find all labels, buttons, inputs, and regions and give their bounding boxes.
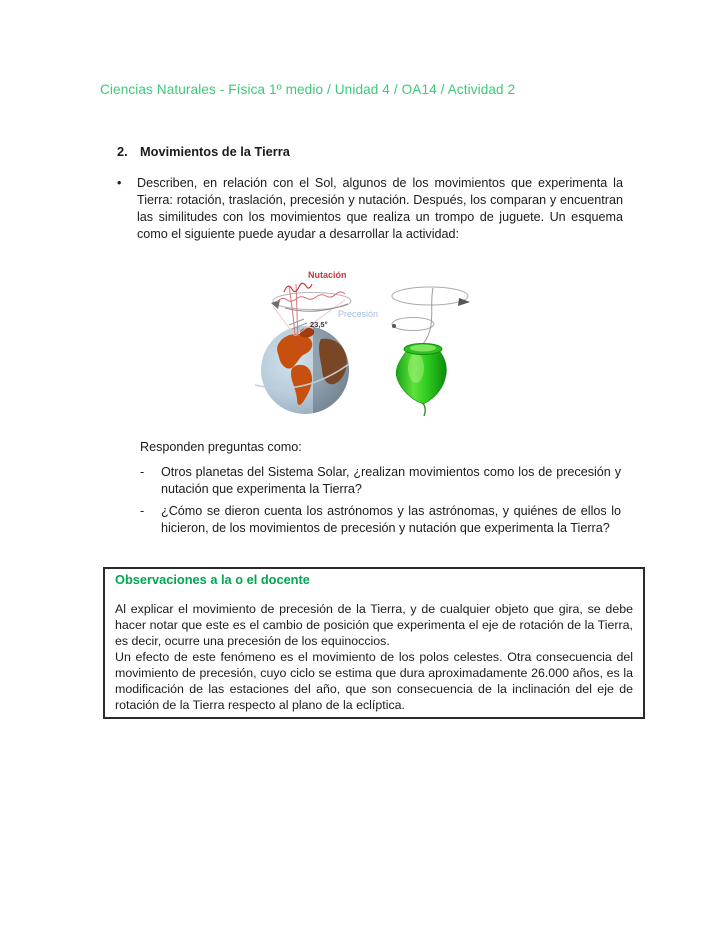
precession-arrow (271, 300, 280, 309)
top-spiral-lower (392, 318, 434, 331)
nutation-wobble (284, 283, 312, 292)
question-text: Otros planetas del Sistema Solar, ¿realizan movimientos como los de precesión y nutación que experimenta la Tierra? (161, 465, 621, 496)
list-item (140, 464, 621, 498)
top-axis (423, 288, 433, 344)
page-title: Ciencias Naturales - Física 1º medio / Unidad 4 / OA14 / Actividad 2 (100, 82, 516, 97)
top-tip (423, 403, 425, 416)
dash-marker: - (140, 465, 145, 479)
earth-globe (255, 322, 357, 420)
nutation-label: Nutación (308, 270, 347, 280)
activity-description (117, 175, 623, 243)
questions-list (140, 464, 621, 542)
questions-intro: Responden preguntas como: (140, 440, 302, 454)
bullet-marker: • (117, 176, 122, 190)
spinning-top (392, 287, 470, 416)
precession-label: Precesión (338, 309, 379, 319)
earth-top-diagram-svg (255, 264, 477, 422)
teacher-observations-box (103, 567, 645, 719)
figure-earth-top-diagram (255, 264, 477, 422)
section-heading (117, 144, 290, 159)
section-number: 2. (117, 144, 128, 159)
activity-description-text: Describen, en relación con el Sol, algunos de los movimientos que experimenta la Tierra: rotación, traslación, precesión y nutación. Después, los comparan y encuentran las similitudes con los movimientos que realiza un trompo de juguete. Un esquema como el siguiente puede ayudar a desarrollar la actividad: (137, 176, 623, 241)
top-highlight (408, 353, 424, 383)
teacher-box-title: Observaciones a la o el docente (115, 572, 310, 587)
top-rim-inner (410, 345, 436, 352)
spiral-arrow (458, 298, 470, 306)
question-text: ¿Cómo se dieron cuenta los astrónomos y las astrónomas, y quiénes de ellos lo hicieron, de los movimientos de precesión y nutación que experimenta la Tierra? (161, 504, 621, 535)
list-item (140, 503, 621, 537)
dash-marker: - (140, 504, 145, 518)
spiral-dot (392, 324, 396, 328)
teacher-box-paragraph: Un efecto de este fenómeno es el movimiento de los polos celestes. Otra consecuencia del movimiento de precesión, cuyo ciclo se estima que dura aproximadamente 26.000 años, es la modificación de las estaciones del año, que son consecuencia de la inclinación del eje de rotación de la Tierra respecto al plano de la eclíptica. (115, 650, 633, 712)
nutation-wave (277, 292, 345, 302)
tilt-angle-label: 23,5° (310, 320, 328, 329)
teacher-box-paragraph: Al explicar el movimiento de precesión de la Tierra, y de cualquier objeto que gira, se debe hacer notar que este es el cambio de posición que experimenta el eje de rotación de la Tierra, es decir, ocurre una precesión de los equinoccios. (115, 602, 633, 648)
top-spiral-upper (392, 287, 468, 305)
section-title: Movimientos de la Tierra (140, 144, 290, 159)
